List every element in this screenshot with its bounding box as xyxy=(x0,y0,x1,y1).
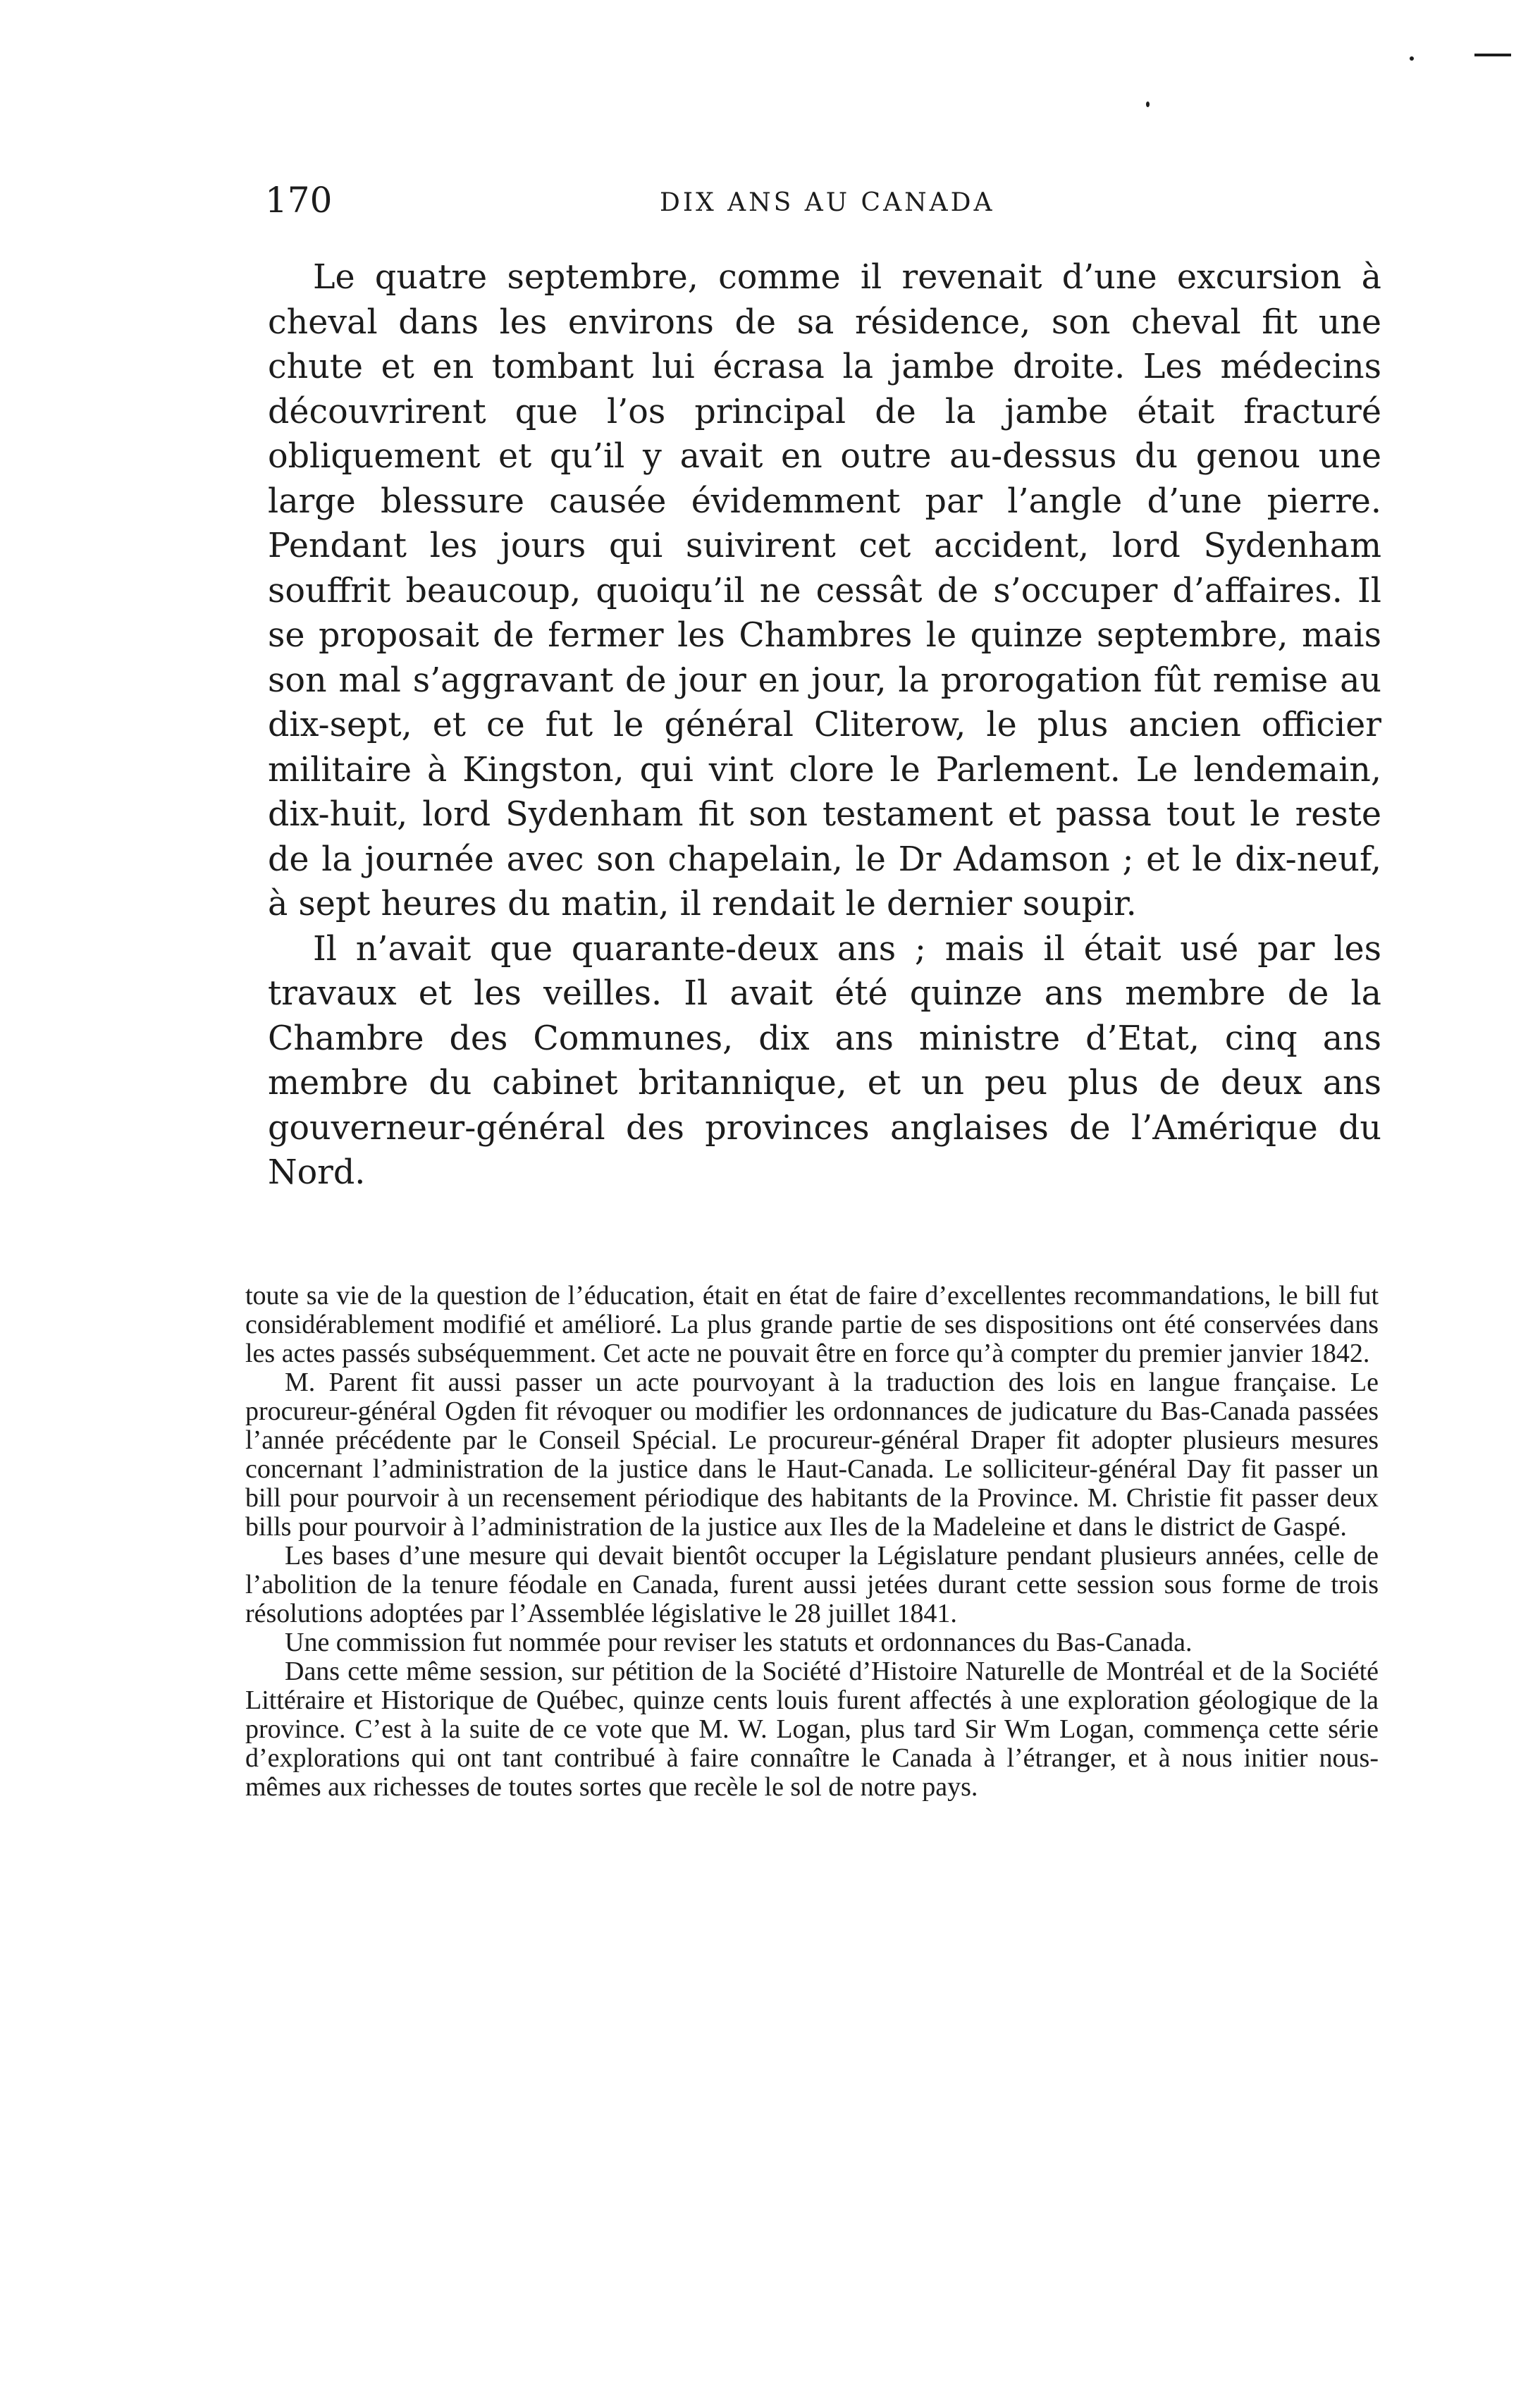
scan-speck xyxy=(1410,56,1414,61)
footnote-paragraph: toute sa vie de la question de l’éducation, était en état de faire d’excellentes recommandations, le bill fut considérablement modifié et amélioré. La plus grande partie de ses dispositions ont été conservées dans les actes passés subséquemment. Cet acte ne pouvait être en force qu’à compter du premier janvier 1842. xyxy=(245,1281,1379,1368)
scan-dash-mark xyxy=(1474,54,1511,56)
main-text xyxy=(268,255,1381,1196)
body-paragraph: Il n’avait que quarante-deux ans ; mais il était usé par les travaux et les veilles. Il avait été quinze ans membre de la Chambre des Communes, dix ans ministre d’Etat, cinq ans membre du cabinet britannique, et un peu plus de deux ans gouverneur-général des provinces anglaises de l’Amérique du Nord. xyxy=(268,929,1381,1192)
running-title: DIX ANS AU CANADA xyxy=(660,188,995,217)
footnote-paragraph: Dans cette même session, sur pétition de la Société d’Histoire Naturelle de Montréal et de la Société Littéraire et Historique de Québec, quinze cents louis furent affectés à une exploration géologique de la province. C’est à la suite de ce vote que M. W. Logan, plus tard Sir Wm Logan, commença cette série d’explorations qui ont tant contribué à faire connaître le Canada à l’étranger, et à nous initier nous-mêmes aux richesses de toutes sortes que recèle le sol de notre pays. xyxy=(245,1657,1379,1802)
footnotes xyxy=(245,1282,1379,1802)
footnote-paragraph: Les bases d’une mesure qui devait bientôt occuper la Législature pendant plusieurs années, celle de l’abolition de la tenure féodale en Canada, furent aussi jetées durant cette session sous forme de trois résolutions adoptées par l’Assemblée législative le 28 juillet 1841. xyxy=(245,1541,1379,1628)
body-paragraph: Le quatre septembre, comme il revenait d’une excursion à cheval dans les environs de sa résidence, son cheval fit une chute et en tombant lui écrasa la jambe droite. Les médecins découvrirent que l’os principal de la jambe était fracturé obliquement et qu’il y avait en outre au-dessus du genou une large blessure causée évidemment par l’angle d’une pierre. Pendant les jours qui suivirent cet accident, lord Sydenham souffrit beaucoup, quoiqu’il ne cessât de s’occuper d’affaires. Il se proposait de fermer les Chambres le quinze septembre, mais son mal s’aggravant de jour en jour, la prorogation fût remise au dix-sept, et ce fut le général Cliterow, le plus ancien officier militaire à Kingston, qui vint clore le Parlement. Le lendemain, dix-huit, lord Sydenham fit son testament et passa tout le reste de la journée avec son chapelain, le Dr Adamson ; et le dix-neuf, à sept heures du matin, il rendait le dernier soupir. xyxy=(268,258,1381,923)
footnote-paragraph: Une commission fut nommée pour reviser les statuts et ordonnances du Bas-Canada. xyxy=(285,1628,1193,1657)
scan-speck xyxy=(1146,102,1150,107)
running-head xyxy=(265,179,1381,228)
footnote-paragraph: M. Parent fit aussi passer un acte pourvoyant à la traduction des lois en langue française. Le procureur-général Ogden fit révoquer ou modifier les ordonnances de judicature du Bas-Canada passées l’année précédente par le Conseil Spécial. Le procureur-général Draper fit adopter plusieurs mesures concernant l’administration de la justice dans le Haut-Canada. Le solliciteur-général Day fit passer un bill pour pourvoir à un recensement périodique des habitants de la Province. M. Christie fit passer deux bills pour pourvoir à l’administration de la justice aux Iles de la Madeleine et dans le district de Gaspé. xyxy=(245,1368,1379,1542)
page-number: 170 xyxy=(265,180,333,221)
